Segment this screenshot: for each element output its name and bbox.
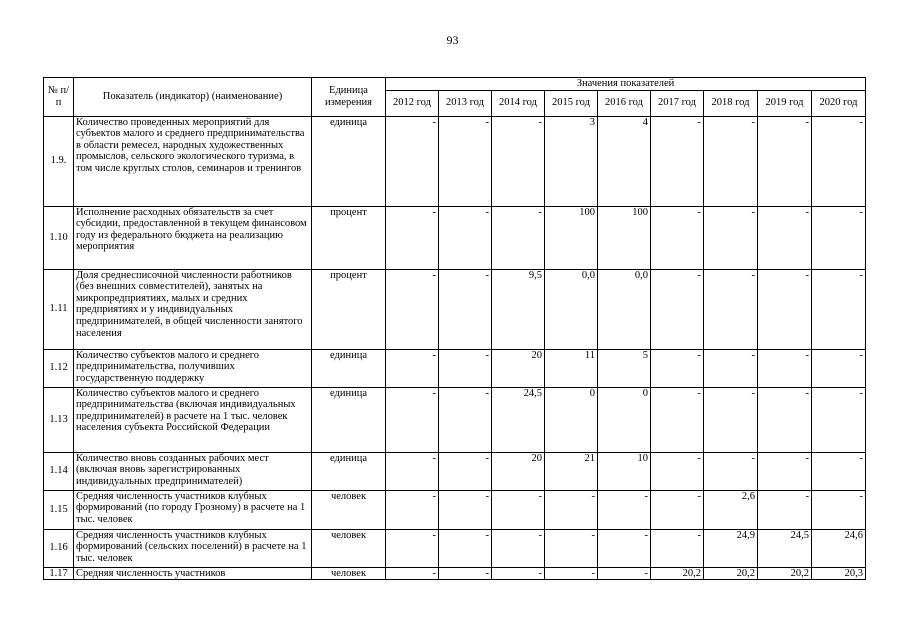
value-cell: 24,9 (704, 529, 758, 567)
indicator-name: Средняя численность участников клубных формирований (сельских поселений) в расчете на 1 тыс. человек (74, 529, 312, 567)
value-cell: 0,0 (598, 269, 651, 349)
indicator-name: Количество субъектов малого и среднего предпринимательства (включая индивидуальных предпринимателей) в расчете на 1 тыс. человек населения субъекта Российской Федерации (74, 387, 312, 452)
value-cell: 3 (545, 116, 598, 206)
header-year: 2012 год (386, 90, 439, 116)
unit-cell: единица (312, 349, 386, 387)
value-cell: - (598, 529, 651, 567)
value-cell: - (439, 452, 492, 490)
row-number: 1.13 (44, 387, 74, 452)
value-cell: 24,5 (758, 529, 812, 567)
value-cell: - (704, 206, 758, 269)
value-cell: - (545, 529, 598, 567)
value-cell: 5 (598, 349, 651, 387)
row-number: 1.16 (44, 529, 74, 567)
header-year: 2019 год (758, 90, 812, 116)
indicator-name: Количество субъектов малого и среднего предпринимательства, получивших государственную поддержку (74, 349, 312, 387)
value-cell: 10 (598, 452, 651, 490)
row-number: 1.9. (44, 116, 74, 206)
row-number: 1.10 (44, 206, 74, 269)
value-cell: - (704, 116, 758, 206)
value-cell: - (492, 490, 545, 529)
value-cell: - (651, 206, 704, 269)
value-cell: 11 (545, 349, 598, 387)
header-year: 2020 год (812, 90, 866, 116)
value-cell: 20,2 (651, 567, 704, 580)
value-cell: - (386, 452, 439, 490)
value-cell: - (545, 567, 598, 580)
indicators-table (43, 77, 866, 580)
value-cell: - (439, 387, 492, 452)
unit-cell: человек (312, 567, 386, 580)
value-cell: - (704, 452, 758, 490)
table-row (44, 349, 866, 387)
value-cell: 0 (598, 387, 651, 452)
value-cell: - (439, 116, 492, 206)
value-cell: - (758, 490, 812, 529)
value-cell: - (386, 269, 439, 349)
table-row (44, 529, 866, 567)
unit-cell: человек (312, 529, 386, 567)
value-cell: - (812, 452, 866, 490)
table-row (44, 206, 866, 269)
value-cell: 20 (492, 349, 545, 387)
value-cell: - (704, 349, 758, 387)
value-cell: - (492, 529, 545, 567)
indicator-name: Количество вновь созданных рабочих мест (включая вновь зарегистрированных индивидуальных предпринимателей) (74, 452, 312, 490)
value-cell: - (651, 349, 704, 387)
indicator-name: Средняя численность участников клубных формирований (по городу Грозному) в расчете на 1 тыс. человек (74, 490, 312, 529)
value-cell: 24,6 (812, 529, 866, 567)
row-number: 1.12 (44, 349, 74, 387)
indicator-name: Доля среднесписочной численности работников (без внешних совместителей), занятых на микропредприятиях, малых и средних предприятиях и у индивидуальных предпринимателей, в общей численности занятого населения (74, 269, 312, 349)
unit-cell: единица (312, 452, 386, 490)
value-cell: - (758, 349, 812, 387)
value-cell: 4 (598, 116, 651, 206)
value-cell: 20 (492, 452, 545, 490)
header-year: 2017 год (651, 90, 704, 116)
header-year: 2013 год (439, 90, 492, 116)
value-cell: - (812, 206, 866, 269)
unit-cell: процент (312, 269, 386, 349)
indicator-name: Средняя численность участников (74, 567, 312, 580)
unit-cell: единица (312, 387, 386, 452)
value-cell: - (386, 206, 439, 269)
table-row (44, 490, 866, 529)
header-unit: Единица измерения (312, 78, 386, 117)
value-cell: 2,6 (704, 490, 758, 529)
value-cell: - (386, 490, 439, 529)
value-cell: - (439, 269, 492, 349)
value-cell: - (439, 206, 492, 269)
value-cell: 9,5 (492, 269, 545, 349)
value-cell: - (651, 452, 704, 490)
value-cell: - (545, 490, 598, 529)
indicator-name: Количество проведенных мероприятий для субъектов малого и среднего предпринимательства в области ремесел, народных художественных промыслов, сельского экологического туризма, в том числе круглых столов, семинаров и тренингов (74, 116, 312, 206)
value-cell: - (812, 269, 866, 349)
unit-cell: единица (312, 116, 386, 206)
value-cell: - (439, 529, 492, 567)
table-row (44, 452, 866, 490)
header-year: 2015 год (545, 90, 598, 116)
value-cell: - (812, 387, 866, 452)
value-cell: 20,3 (812, 567, 866, 580)
value-cell: - (704, 269, 758, 349)
value-cell: - (704, 387, 758, 452)
value-cell: 100 (545, 206, 598, 269)
row-number: 1.15 (44, 490, 74, 529)
value-cell: - (758, 387, 812, 452)
value-cell: - (386, 116, 439, 206)
value-cell: - (439, 567, 492, 580)
value-cell: 0 (545, 387, 598, 452)
value-cell: - (492, 567, 545, 580)
value-cell: - (758, 269, 812, 349)
header-year: 2018 год (704, 90, 758, 116)
value-cell: 21 (545, 452, 598, 490)
value-cell: - (651, 529, 704, 567)
table-row (44, 269, 866, 349)
value-cell: 0,0 (545, 269, 598, 349)
value-cell: 100 (598, 206, 651, 269)
row-number: 1.17 (44, 567, 74, 580)
value-cell: - (651, 490, 704, 529)
indicator-name: Исполнение расходных обязательств за счет субсидии, предоставленной в текущем финансовом году из федерального бюджета на реализацию мероприятия (74, 206, 312, 269)
value-cell: - (651, 387, 704, 452)
row-number: 1.14 (44, 452, 74, 490)
value-cell: - (651, 116, 704, 206)
value-cell: 20,2 (758, 567, 812, 580)
header-year: 2014 год (492, 90, 545, 116)
value-cell: - (758, 116, 812, 206)
value-cell: - (386, 529, 439, 567)
header-year: 2016 год (598, 90, 651, 116)
value-cell: 20,2 (704, 567, 758, 580)
value-cell: - (439, 349, 492, 387)
value-cell: - (758, 452, 812, 490)
value-cell: - (812, 349, 866, 387)
unit-cell: человек (312, 490, 386, 529)
value-cell: - (386, 349, 439, 387)
table-row (44, 387, 866, 452)
unit-cell: процент (312, 206, 386, 269)
value-cell: - (651, 269, 704, 349)
value-cell: - (758, 206, 812, 269)
page-number: 93 (446, 33, 459, 47)
value-cell: - (439, 490, 492, 529)
value-cell: - (492, 206, 545, 269)
header-values-group: Значения показателей (386, 78, 866, 91)
value-cell: - (812, 490, 866, 529)
row-number: 1.11 (44, 269, 74, 349)
value-cell: - (386, 387, 439, 452)
value-cell: - (386, 567, 439, 580)
header-indicator: Показатель (индикатор) (наименование) (74, 78, 312, 117)
value-cell: - (598, 490, 651, 529)
table-row (44, 116, 866, 206)
header-num: № п/п (44, 78, 74, 117)
table-row (44, 567, 866, 580)
value-cell: - (598, 567, 651, 580)
value-cell: - (492, 116, 545, 206)
value-cell: 24,5 (492, 387, 545, 452)
value-cell: - (812, 116, 866, 206)
